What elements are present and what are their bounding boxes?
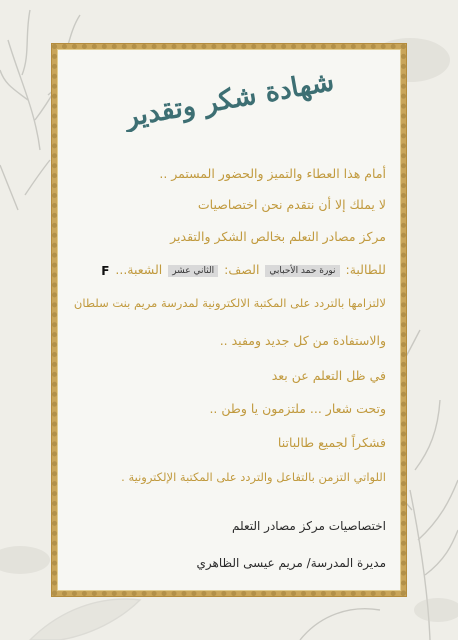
text-line-1: أمام هذا العطاء والتميز والحضور المستمر .. [159, 166, 386, 181]
text-line-10: اللواتي التزمن بالتفاعل والتردد على المكتبة الإلكترونية . [121, 470, 386, 484]
principal-line: مديرة المدرسة/ مريم عيسى الظاهري [196, 556, 386, 570]
text-line-6: والاستفادة من كل جديد ومفيد .. [219, 333, 386, 348]
text-line-7: في ظل التعلم عن بعد [271, 368, 386, 383]
text-line-5: لالتزامها بالتردد على المكتبة الالكترونية لمدرسة مريم بنت سلطان [73, 296, 386, 310]
section-value: F [101, 263, 110, 278]
title-text: شهادة شكر وتقدير [122, 65, 337, 132]
text-line-8: وتحت شعار ... ملتزمون يا وطن .. [209, 401, 386, 416]
class-value: الثاني عشر [168, 265, 218, 277]
class-label: الصف: [224, 262, 260, 277]
text-line-9: فشكراً لجميع طالباتنا [277, 435, 386, 450]
student-label: للطالبة: [345, 262, 386, 277]
text-line-2: لا يملك إلا أن نتقدم نحن اختصاصيات [197, 197, 386, 212]
signature-line: اختصاصيات مركز مصادر التعلم [231, 519, 386, 533]
student-line [64, 262, 386, 278]
certificate-title [120, 62, 340, 132]
text-line-3: مركز مصادر التعلم بخالص الشكر والتقدير [170, 229, 386, 244]
student-name: نورة حمد الأحبابي [265, 265, 339, 277]
section-label: الشعبة... [115, 262, 163, 277]
